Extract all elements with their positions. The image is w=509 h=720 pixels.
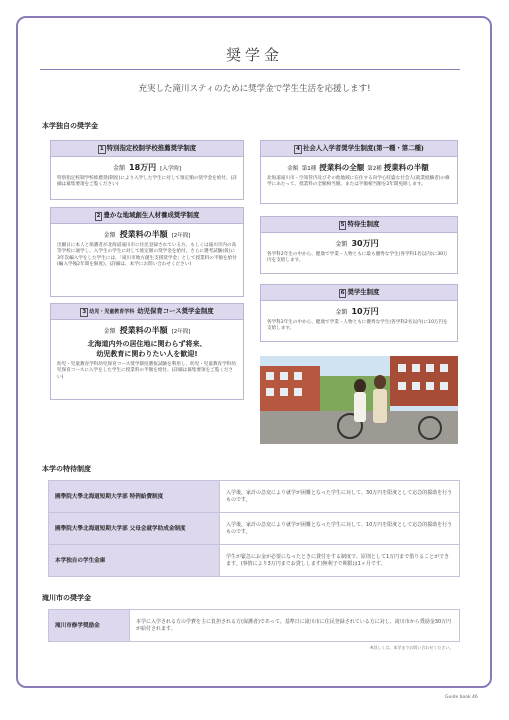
amount-value: 30万円 bbox=[351, 239, 379, 248]
box-4-amount bbox=[261, 162, 457, 173]
scholarship-box-4 bbox=[260, 140, 458, 204]
highlight-line-2: 幼児教育に関わりたい人を歓迎! bbox=[96, 350, 198, 358]
box-3-highlight bbox=[51, 339, 243, 359]
amount-label: 金額 bbox=[113, 165, 126, 172]
box-1-header bbox=[51, 141, 243, 157]
box-3-header bbox=[51, 304, 243, 320]
special-row-text: 学生が緊急にお金が必要になったときに貸付をする制度で、原則として1万円まで借りることができます。(事情により3万円までお貸しします)無利子で期限は1ヶ月です。 bbox=[220, 545, 460, 577]
box-5-body: 各学科2年生の中から、健康で学業・人物ともに最も優秀な学生(各学科1名以内)に30万円を支給します。 bbox=[267, 252, 448, 264]
box-5-title: 特待生制度 bbox=[347, 220, 380, 228]
box-3-prefix: 幼児・児童教育学科 bbox=[89, 309, 135, 315]
special-row-text: 入学後、家計の急変により就学が困難となった学生に対して、10万円を限度として応急的援助を行うものです。 bbox=[220, 513, 460, 545]
box-6-body: 各学科2年生の中から、健康で学業・人物ともに優秀な学生(各学科2名以内)に10万円を支給します。 bbox=[267, 320, 448, 332]
box-3-body: 幼児・児童教育学科幼児保育コース奨学制度選抜試験を利用し、幼児・児童教育学科幼児保育コースに入学をした学生に授業料の半額を給付。(詳細は募集要項をご覧ください) bbox=[57, 362, 236, 380]
students-photo bbox=[260, 356, 458, 444]
table-row bbox=[49, 513, 460, 545]
page-title: 奨学金 bbox=[225, 46, 283, 64]
box-6-number: 6 bbox=[340, 290, 345, 296]
box-3-amount bbox=[51, 325, 243, 336]
section-special-heading: 本学の特待制度 bbox=[42, 465, 91, 473]
kind-2: 第2種 bbox=[367, 166, 382, 172]
amount-label: 金額 bbox=[335, 309, 348, 316]
box-5-header bbox=[261, 217, 457, 233]
footnote: ※詳しくは、本学までお問い合わせください。 bbox=[370, 645, 454, 650]
box-1-title: 特別指定校制学校推薦奨学制度 bbox=[106, 144, 197, 152]
box-2-title: 豊かな地域創生人材養成奨学制度 bbox=[103, 211, 200, 219]
box-2-header bbox=[51, 208, 243, 224]
city-row-label: 滝川市修学奨励金 bbox=[49, 610, 130, 642]
box-4-header bbox=[261, 141, 457, 157]
box-1-body: 特別指定校制学校推薦奨(制度)により入学した学生に対して推定額の奨学金を給付。(詳細は募集要項をご覧ください) bbox=[57, 176, 237, 188]
special-row-label: 國學院大學北海道短期大学部 父母会就学助成金制度 bbox=[49, 513, 220, 545]
amount-label: 金額 bbox=[287, 166, 299, 172]
amount-note: [入学時] bbox=[160, 166, 181, 172]
value-2: 授業料の半額 bbox=[383, 163, 429, 172]
scholarship-box-5 bbox=[260, 216, 458, 274]
box-6-amount bbox=[261, 306, 457, 317]
scholarship-box-6 bbox=[260, 284, 458, 342]
special-table bbox=[48, 480, 460, 577]
highlight-line-1: 北海道内外の居住地に関わらず将来、 bbox=[87, 340, 207, 348]
title-rule bbox=[40, 69, 460, 70]
city-table bbox=[48, 609, 460, 642]
city-row-text: 本学に入学される方の学費を主に負担される方(保護者)であって、基準日に滝川市に住民登録されている方に対し、滝川市から奨励金30万円が給付されます。 bbox=[130, 610, 460, 642]
box-4-body: 北海道滝川市・空知管内及びその他地域に在住する向学心旺盛な社会人(就業経験者)の修学にあたって、授業料の全額相当額、または半額相当額を2年間免除します。 bbox=[267, 176, 450, 188]
special-row-label: 本学独自の学生金庫 bbox=[49, 545, 220, 577]
table-row bbox=[49, 610, 460, 642]
amount-value: 18万円 bbox=[129, 163, 157, 172]
box-5-amount bbox=[261, 238, 457, 249]
box-3-number: 3 bbox=[82, 309, 87, 315]
amount-value: 授業料の半額 bbox=[119, 326, 168, 335]
box-6-title: 奨学生制度 bbox=[347, 288, 380, 296]
box-4-title: 社会人入学者奨学生制度(第一種・第二種) bbox=[302, 144, 424, 152]
table-row bbox=[49, 545, 460, 577]
amount-note: [2年間] bbox=[171, 233, 191, 239]
table-row bbox=[49, 481, 460, 513]
kind-1: 第1種 bbox=[301, 166, 317, 172]
box-2-body: 出願日に本人と保護者が北海道滝川市に住民登録されている方、もしくは滝川市内の高等学校に通学し、入学生の学生に対して推定額の奨学金を給付。さらに選考試験(仮)に3年次編入学をした学生には、「滝川市地方創生支援奨学金」として授業料の半額を給付(編入学後2年間を限度)。(詳細は、本学にお問い合わせください) bbox=[57, 243, 237, 268]
box-2-amount bbox=[51, 229, 243, 240]
page-footer: Guide book 46 bbox=[445, 695, 478, 700]
value-1: 授業料の全額 bbox=[319, 163, 365, 172]
scholarship-box-3 bbox=[50, 303, 244, 400]
amount-note: [2年間] bbox=[171, 329, 191, 335]
box-1-amount bbox=[51, 162, 243, 173]
special-row-text: 入学後、家計の急変により就学が困難となった学生に対して、30万円を限度として応急的援助を行うものです。 bbox=[220, 481, 460, 513]
box-6-header bbox=[261, 285, 457, 301]
scholarship-box-2 bbox=[50, 207, 244, 297]
box-5-number: 5 bbox=[340, 222, 345, 228]
box-3-title: 幼児保育コース奨学金制度 bbox=[137, 307, 214, 315]
box-1-number: 1 bbox=[99, 146, 104, 152]
scholarship-box-1 bbox=[50, 140, 244, 200]
amount-label: 金額 bbox=[103, 328, 116, 335]
section-own-heading: 本学独自の奨学金 bbox=[42, 122, 98, 130]
amount-label: 金額 bbox=[335, 241, 348, 248]
box-2-number: 2 bbox=[96, 213, 101, 219]
amount-label: 金額 bbox=[103, 232, 116, 239]
amount-value: 10万円 bbox=[351, 307, 379, 316]
box-4-number: 4 bbox=[296, 146, 300, 152]
page-subtitle: 充実した滝川スティのために奨学金で学生生活を応援します! bbox=[138, 84, 371, 94]
amount-value: 授業料の半額 bbox=[119, 230, 168, 239]
section-city-heading: 滝川市の奨学金 bbox=[42, 594, 91, 602]
special-row-label: 國學院大學北海道短期大学部 特例給費制度 bbox=[49, 481, 220, 513]
